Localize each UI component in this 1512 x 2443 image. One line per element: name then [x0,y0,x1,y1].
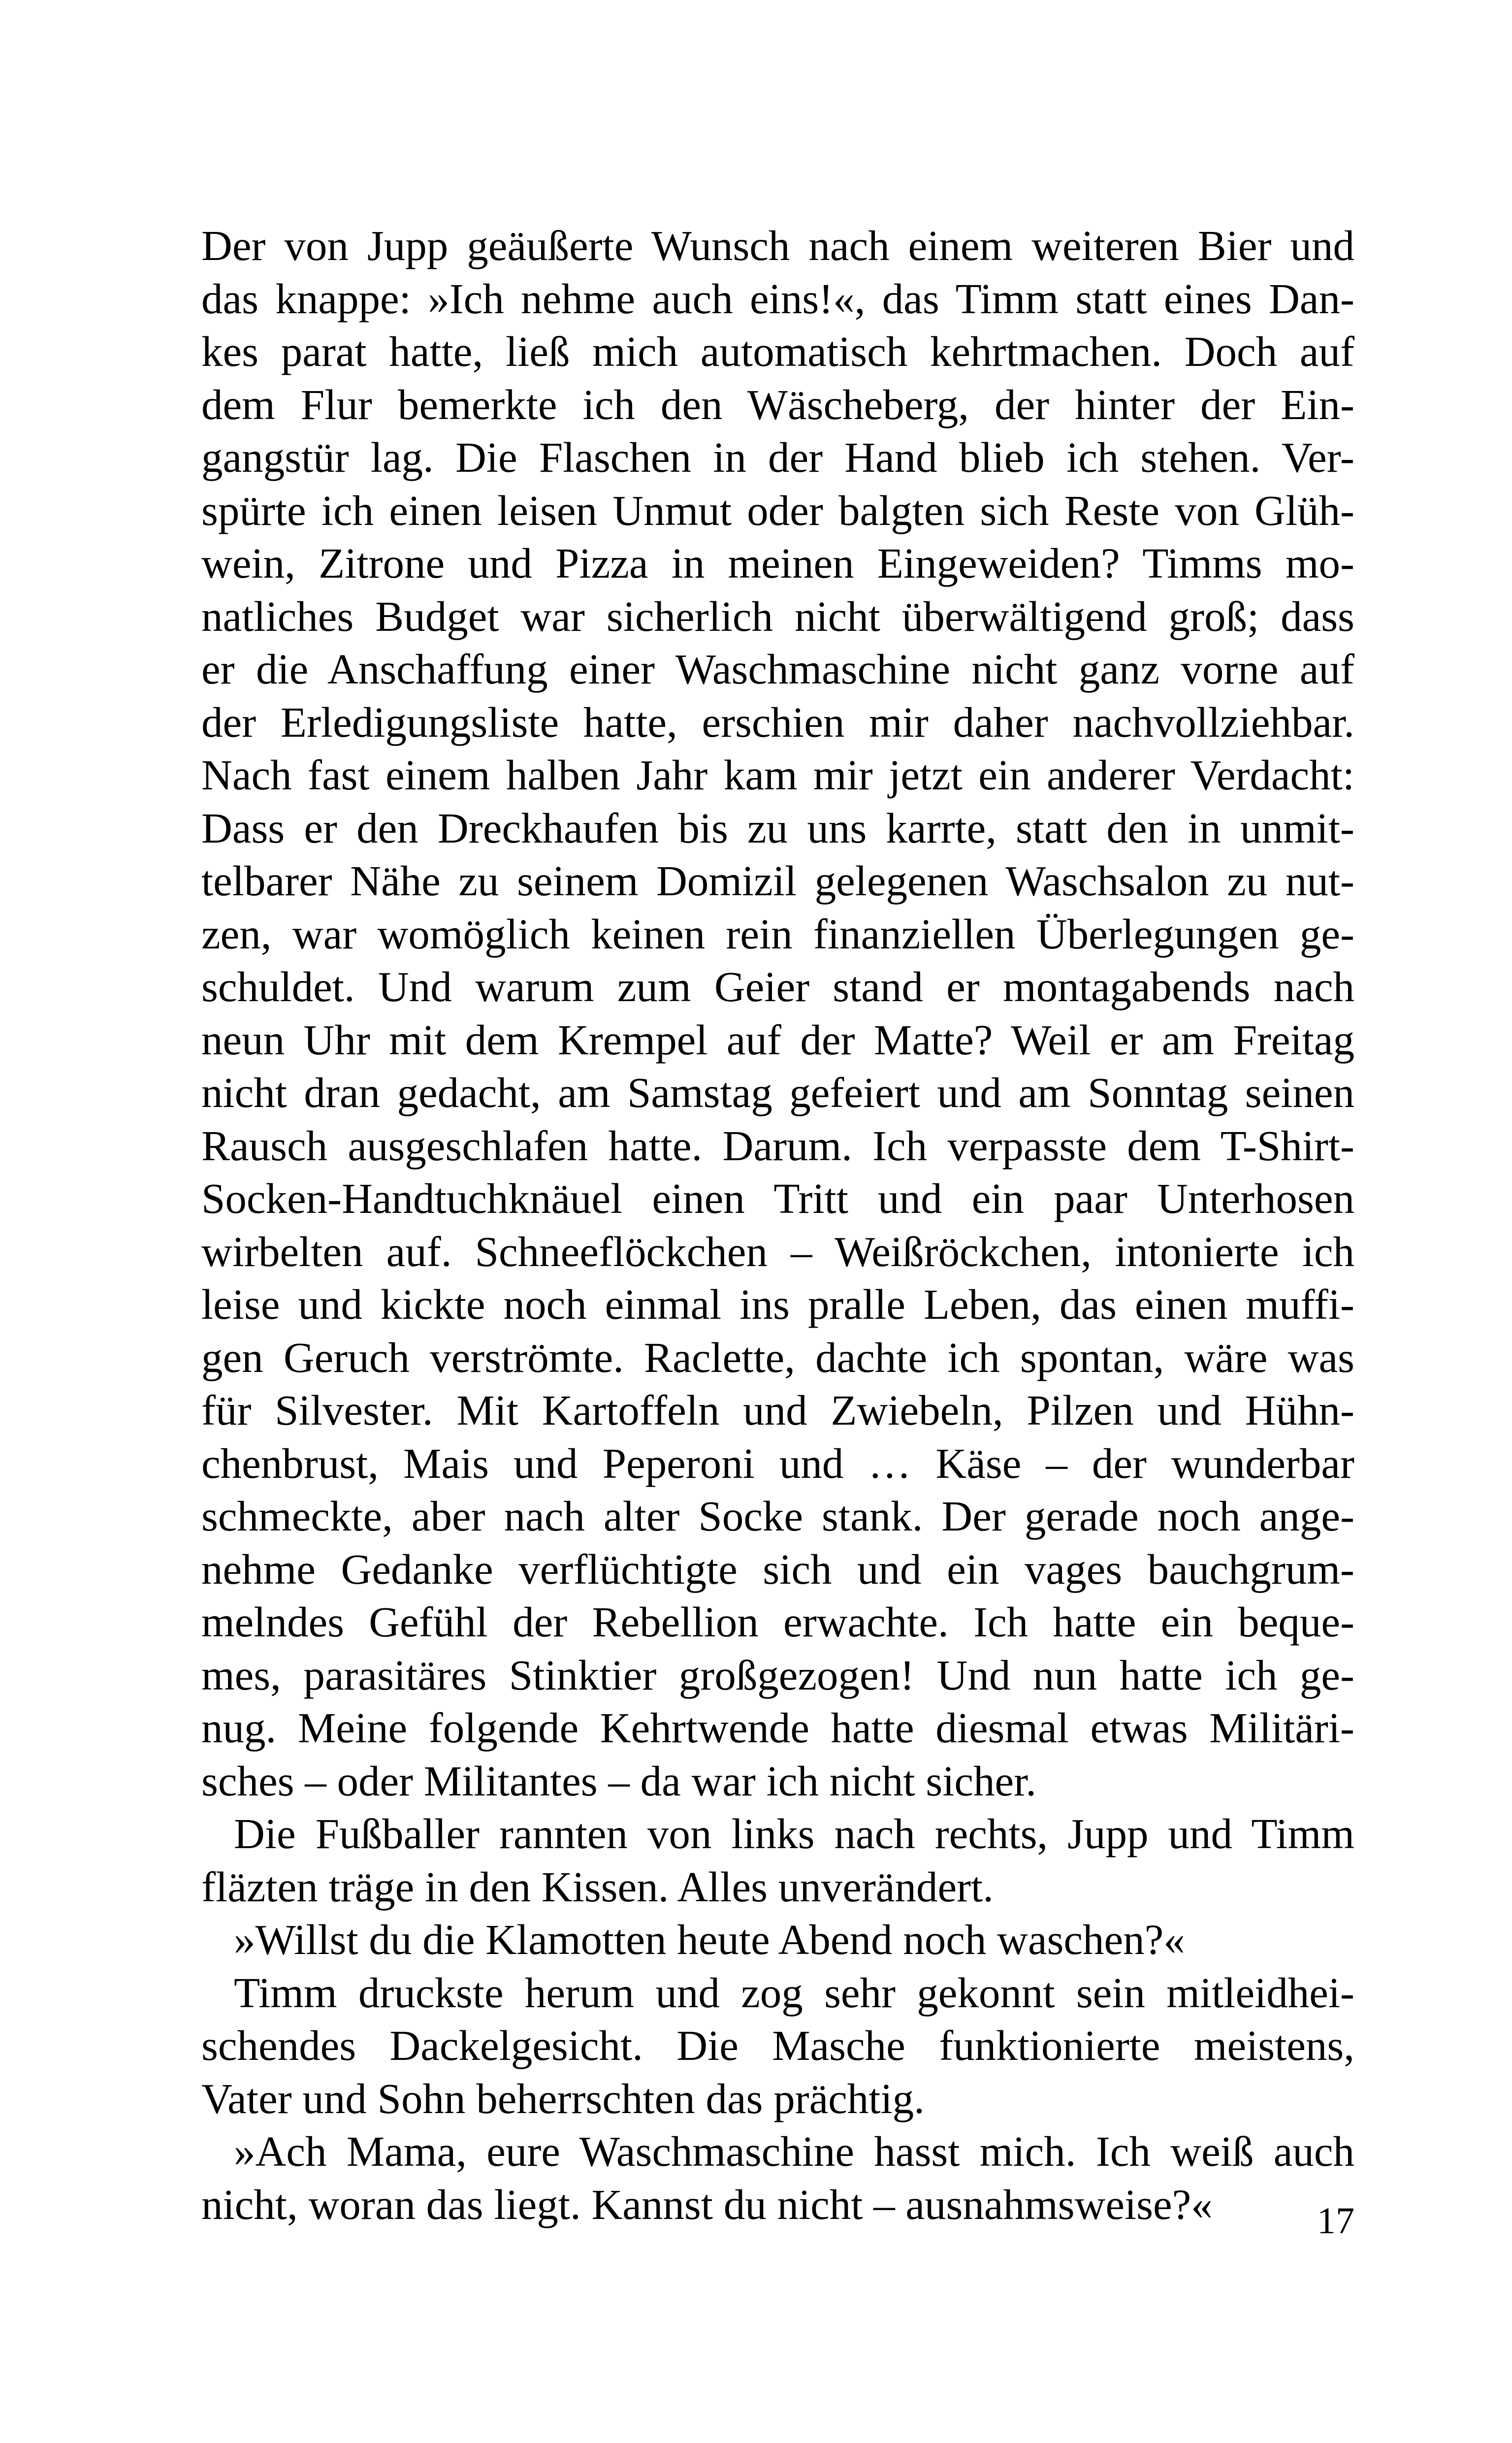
text-line: melndes Gefühl der Rebellion erwachte. Ich hatte ein beque- [201,1598,1354,1646]
text-line: chenbrust, Mais und Peperoni und … Käse – der wunderbar [201,1439,1354,1487]
text-line: für Silvester. Mit Kartoffeln und Zwiebeln, Pilzen und Hühn- [201,1386,1354,1434]
text-line: der Erledigungsliste hatte, erschien mir daher nachvollziehbar. [201,698,1354,746]
text-line: zen, war womöglich keinen rein finanziellen Überlegungen ge- [201,910,1354,958]
text-line: Socken-Handtuchknäuel einen Tritt und ein paar Unterhosen [201,1174,1354,1222]
text-line: nug. Meine folgende Kehrtwende hatte diesmal etwas Militäri- [201,1704,1354,1752]
body-text [201,219,1354,2231]
text-line: Dass er den Dreckhaufen bis zu uns karrte, statt den in unmit- [201,804,1354,852]
text-line: nicht, woran das liegt. Kannst du nicht – ausnahmsweise?« [201,2180,1213,2228]
text-line: nicht dran gedacht, am Samstag gefeiert und am Sonntag seinen [201,1069,1354,1116]
text-line: spürte ich einen leisen Unmut oder balgten sich Reste von Glüh- [201,486,1354,534]
text-line: Die Fußballer rannten von links nach rechts, Jupp und Timm [234,1810,1354,1857]
text-line: natliches Budget war sicherlich nicht überwältigend groß; dass [201,592,1354,640]
text-line: gangstür lag. Die Flaschen in der Hand blieb ich stehen. Ver- [201,433,1354,481]
text-line: telbarer Nähe zu seinem Domizil gelegenen Waschsalon zu nut- [201,857,1354,905]
text-line: gen Geruch verströmte. Raclette, dachte ich spontan, wäre was [201,1333,1354,1381]
text-line: schuldet. Und warum zum Geier stand er montagabends nach [201,963,1354,1010]
text-line: »Willst du die Klamotten heute Abend noch waschen?« [234,1916,1185,1963]
text-line: das knappe: »Ich nehme auch eins!«, das Timm statt eines Dan- [201,274,1354,323]
text-line: mes, parasitäres Stinktier großgezogen! Und nun hatte ich ge- [201,1651,1354,1699]
text-line: Nach fast einem halben Jahr kam mir jetzt ein anderer Verdacht: [201,751,1354,799]
text-line: nehme Gedanke verflüchtigte sich und ein vages bauchgrum- [201,1545,1354,1593]
text-line: Timm druckste herum und zog sehr gekonnt sein mitleidhei- [234,1968,1354,2017]
text-line: kes parat hatte, ließ mich automatisch kehrtmachen. Doch auf [201,327,1354,375]
text-line: schmeckte, aber nach alter Socke stank. Der gerade noch ange- [201,1492,1354,1540]
text-line: wirbelten auf. Schneeflöckchen – Weißröckchen, intonierte ich [201,1227,1354,1275]
text-line: »Ach Mama, eure Waschmaschine hasst mich. Ich weiß auch [234,2127,1354,2175]
page-number: 17 [1317,2200,1354,2242]
text-line: neun Uhr mit dem Krempel auf der Matte? Weil er am Freitag [201,1015,1354,1064]
text-line: fläzten träge in den Kissen. Alles unverändert. [201,1862,994,1911]
text-line: Vater und Sohn beherrschten das prächtig. [201,2074,925,2122]
text-line: leise und kickte noch einmal ins pralle Leben, das einen muffi- [201,1280,1354,1328]
text-line: Der von Jupp geäußerte Wunsch nach einem weiteren Bier und [201,222,1354,269]
text-line: sches – oder Militantes – da war ich nicht sicher. [201,1757,1037,1805]
text-line: dem Flur bemerkte ich den Wäscheberg, der hinter der Ein- [201,380,1354,428]
text-line: schendes Dackelgesicht. Die Masche funktionierte meistens, [201,2021,1354,2069]
text-line: Rausch ausgeschlafen hatte. Darum. Ich verpasste dem T-Shirt- [201,1121,1354,1170]
text-line: er die Anschaffung einer Waschmaschine nicht ganz vorne auf [201,645,1354,693]
text-line: wein, Zitrone und Pizza in meinen Eingeweiden? Timms mo- [201,539,1354,587]
